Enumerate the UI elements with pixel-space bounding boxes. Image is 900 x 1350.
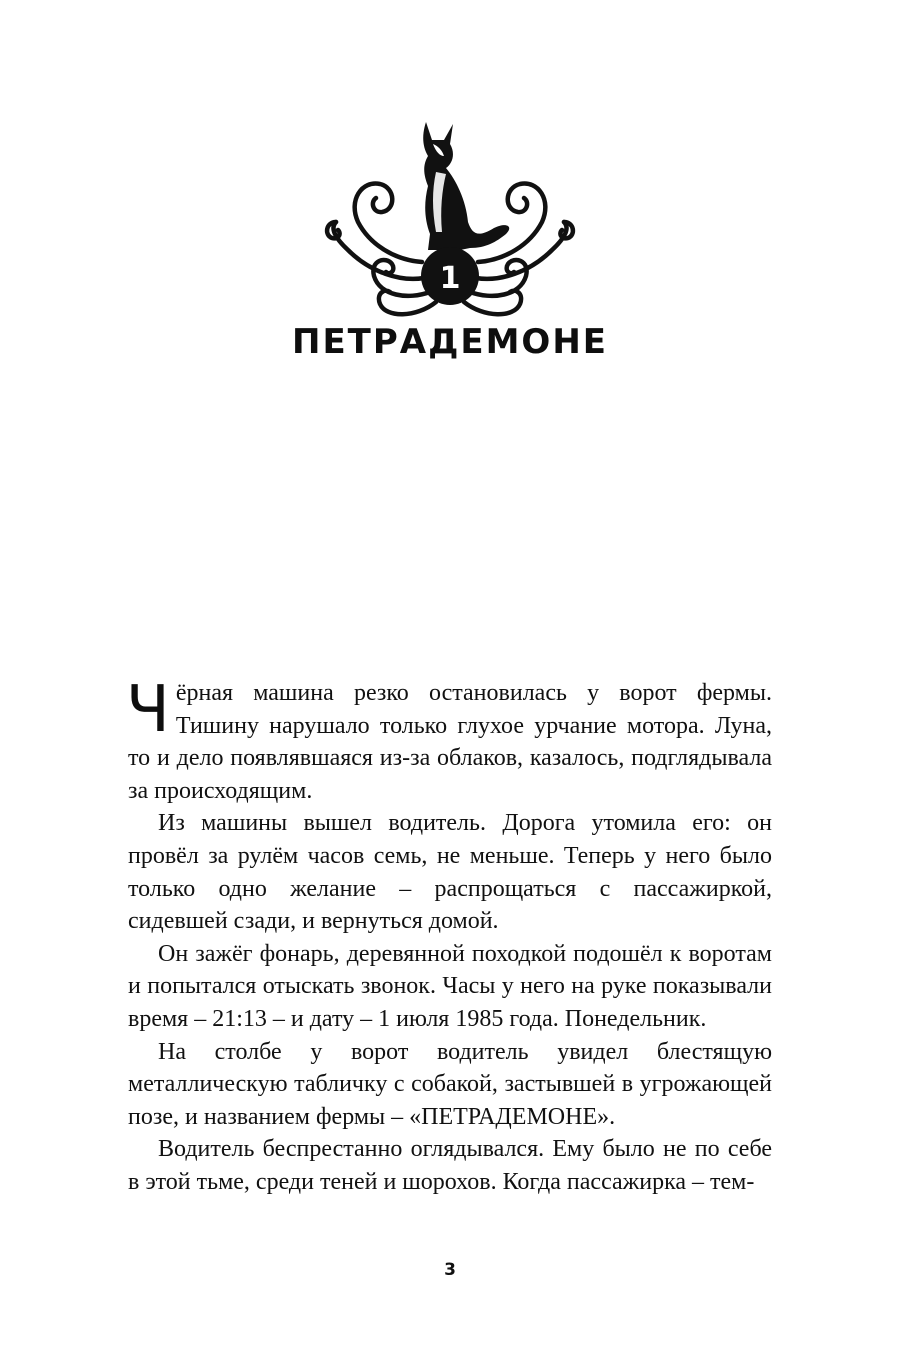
paragraph-3: Он зажёг фонарь, деревянной походкой подошёл к воротам и попытался отыскать звонок. Часы у него на руке показывали время – 21:13 – и дату – 1 июля 1985 года. Понедельник.: [128, 940, 772, 1032]
chapter-ornament-dog-icon: [310, 110, 590, 325]
body-text: [126, 673, 772, 1199]
paragraph-1: [126, 673, 772, 807]
paragraph-5: Водитель беспрестанно оглядывался. Ему было не по себе в этой тьме, среди теней и шорохов. Когда пассажирка – тем-: [128, 1136, 772, 1195]
paragraph-4: На столбе у ворот водитель увидел блестящую металлическую табличку с собакой, застывшей в угрожающей позе, и названием фермы – «ПЕТРАДЕМОНЕ».: [128, 1038, 772, 1130]
drop-cap: Ч: [126, 673, 170, 747]
chapter-number: 1: [439, 261, 461, 296]
paragraph-2: Из машины вышел водитель. Дорога утомила его: он провёл за рулём часов семь, не меньше. Теперь у него было только одно желание – распрощаться с пассажиркой, сидевшей сзади, и вернуться домой.: [128, 810, 772, 935]
page-number: 3: [444, 1260, 456, 1280]
paragraph-1-text: ёрная машина резко остановилась у ворот фермы. Тишину нарушало только глухое урчание мотора. Луна, то и дело появлявшаяся из-за облаков, казалось, подглядывала за происходящим.: [128, 680, 772, 804]
chapter-title: ПЕТРАДЕМОНЕ: [291, 322, 609, 362]
